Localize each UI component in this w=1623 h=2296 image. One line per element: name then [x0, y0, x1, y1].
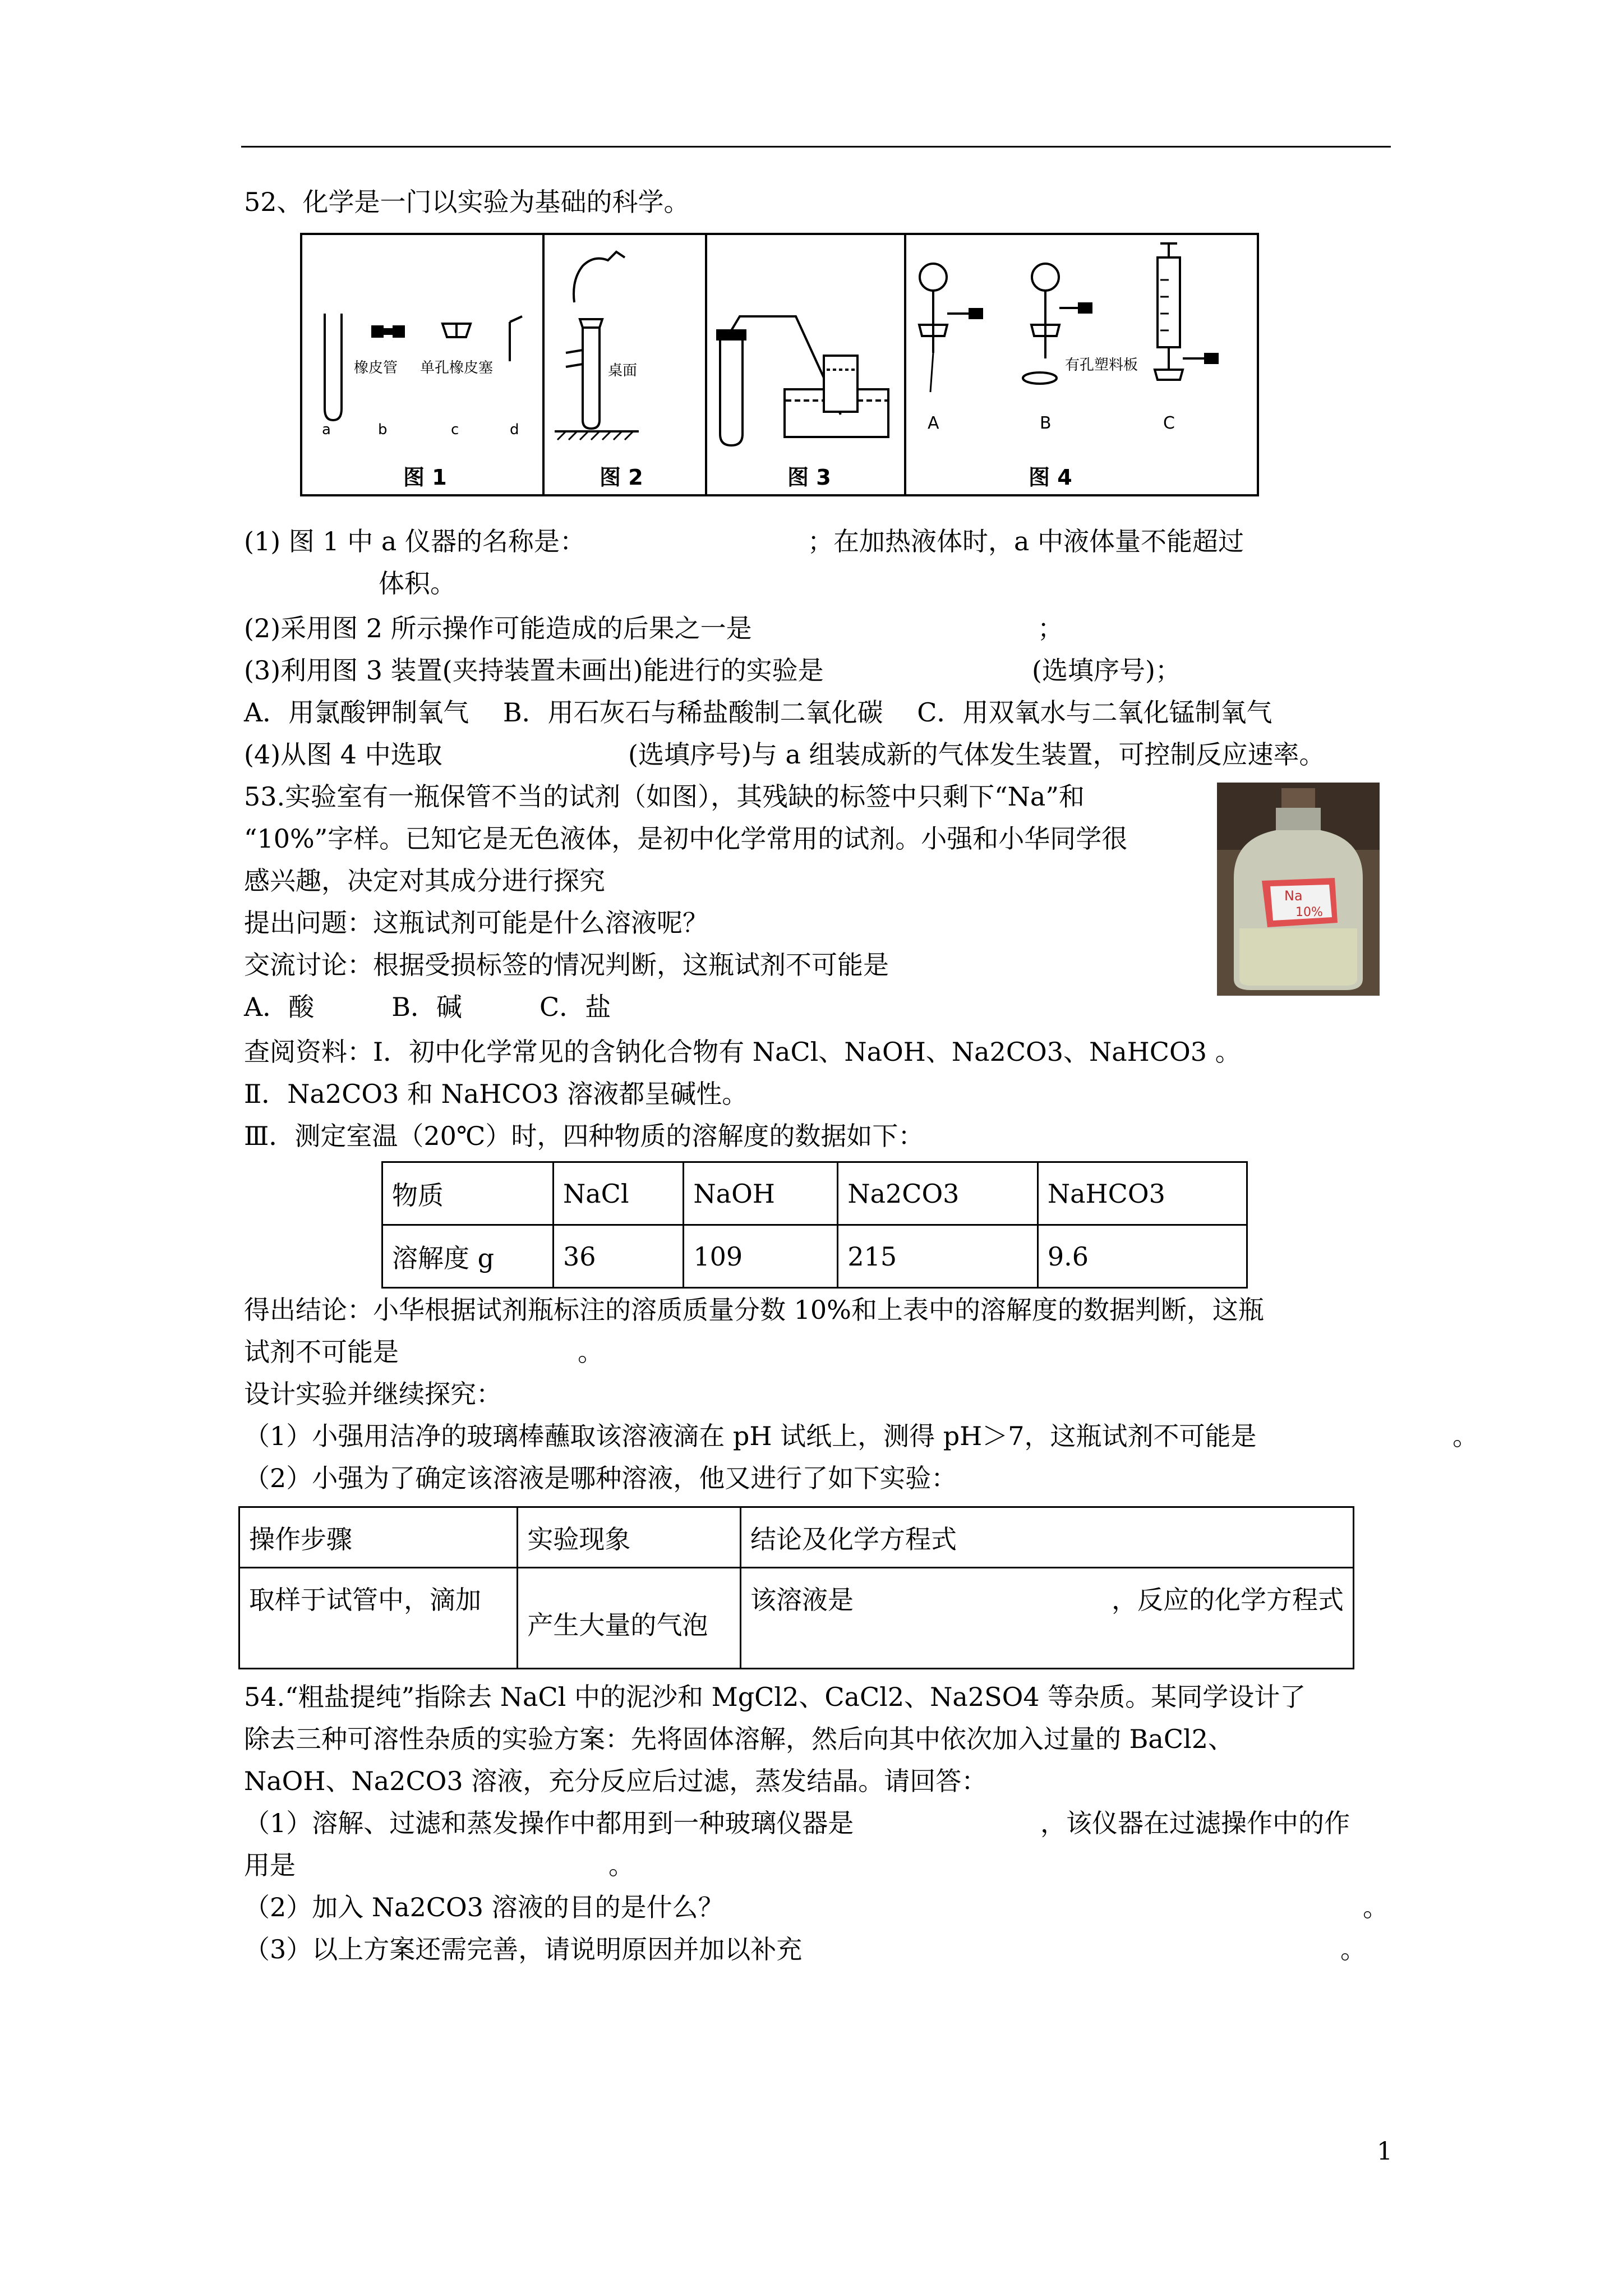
table-cell: 215: [838, 1225, 1038, 1288]
syringe-icon: [1155, 243, 1218, 380]
fig4-letter-a: A: [928, 413, 939, 433]
bottle-label-na: Na: [1284, 888, 1303, 904]
table-row: [382, 1162, 1247, 1225]
q54-intro1: 54.“粗盐提纯”指除去 NaCl 中的泥沙和 MgCl2、CaCl2、Na2SO4 等杂质。某同学设计了: [244, 1682, 1306, 1712]
q52-p2a: (2)采用图 2 所示操作可能造成的后果之一是: [244, 613, 752, 643]
q53-conclusion2b: 。: [578, 1337, 603, 1367]
fig1-caption: 图 1: [403, 465, 447, 490]
q54-q1b: ，该仪器在过滤操作中的作: [1040, 1808, 1350, 1838]
q53-ref2: Ⅱ．Na2CO3 和 NaHCO3 溶液都呈碱性。: [244, 1079, 748, 1109]
q54-q3a: （3）以上方案还需完善，请说明原因并加以补充: [244, 1934, 803, 1964]
q53-step1a: （1）小强用洁净的玻璃棒蘸取该溶液滴在 pH 试纸上，测得 pH＞7，这瓶试剂不可能是: [244, 1421, 1257, 1451]
table-row: [239, 1568, 1354, 1669]
table-cell: 9.6: [1038, 1225, 1247, 1288]
q52-p1a: (1) 图 1 中 a 仪器的名称是：: [244, 526, 585, 556]
q53-intro2: “10%”字样。已知它是无色液体，是初中化学常用的试剂。小强和小华同学很: [244, 823, 1128, 854]
table-cell: 取样于试管中，滴加: [239, 1568, 518, 1669]
bottle-label-percent: 10%: [1295, 905, 1323, 919]
q53-ref3: Ⅲ．测定室温（20℃）时，四种物质的溶解度的数据如下：: [244, 1121, 924, 1151]
rubber-tube-icon: [372, 326, 404, 337]
q53-intro1: 53.实验室有一瓶保管不当的试剂（如图），其残缺的标签中只剩下“Na”和: [244, 781, 1085, 812]
q53-discussion: 交流讨论：根据受损标签的情况判断，这瓶试剂不可能是: [244, 950, 889, 980]
q53-options: A．酸 B．碱 C．盐: [244, 992, 611, 1022]
fig1-name-b: 橡皮管: [354, 360, 398, 376]
q53-step2: （2）小强为了确定该溶液是哪种溶液，他又进行了如下实验：: [244, 1463, 957, 1493]
q53-conclusion1: 得出结论：小华根据试剂瓶标注的溶质质量分数 10%和上表中的溶解度的数据判断，这瓶: [244, 1295, 1264, 1325]
fig4-letter-b: B: [1040, 413, 1052, 433]
stopper-icon: [442, 324, 471, 337]
test-tube-icon: [325, 314, 342, 420]
q54-q2b: 。: [1363, 1892, 1389, 1922]
reagent-bottle-photo: [1217, 783, 1380, 996]
solubility-table: [381, 1161, 1248, 1289]
table-cell: NaOH: [684, 1162, 838, 1225]
q52-p3b: (选填序号)；: [1032, 655, 1181, 685]
q54-q3b: 。: [1340, 1934, 1366, 1964]
q53-question: 提出问题：这瓶试剂可能是什么溶液呢？: [244, 908, 708, 938]
desk-surface-icon: [555, 431, 639, 440]
q52-p3-options: A．用氯酸钾制氧气 B．用石灰石与稀盐酸制二氧化碳 C．用双氧水与二氧化锰制氧气: [244, 697, 1272, 728]
table-cell: 结论及化学方程式: [741, 1507, 1354, 1568]
q53-conclusion2a: 试剂不可能是: [244, 1337, 399, 1367]
table-row: [239, 1507, 1354, 1568]
gas-collection-apparatus-icon: [717, 316, 888, 445]
fig1-name-c: 单孔橡皮塞: [420, 360, 494, 376]
fig2-caption: 图 2: [600, 465, 643, 490]
q52-p1c: 体积。: [379, 568, 456, 599]
table-cell: 操作步骤: [239, 1507, 518, 1568]
table-cell: 产生大量的气泡: [518, 1568, 741, 1669]
fig4-letter-c: C: [1163, 413, 1175, 433]
table-row: [382, 1225, 1247, 1288]
q53-ref1: 查阅资料：Ⅰ．初中化学常见的含钠化合物有 NaCl、NaOH、Na2CO3、NaHCO3 。: [244, 1037, 1241, 1067]
q52-p4b: (选填序号)与 a 组装成新的气体发生装置，可控制反应速率。: [628, 739, 1325, 770]
table-cell: Na2CO3: [838, 1162, 1038, 1225]
q54-intro3: NaOH、Na2CO3 溶液，充分反应后过滤，蒸发结晶。请回答：: [244, 1766, 988, 1796]
experiment-table: [238, 1506, 1354, 1669]
table-cell: NaCl: [554, 1162, 684, 1225]
q52-p3a: (3)利用图 3 装置(夹持装置未画出)能进行的实验是: [244, 655, 824, 685]
table-cell: [741, 1568, 1354, 1669]
q52-p2b: ；: [1038, 613, 1063, 643]
q52-p1b: ；在加热液体时，a 中液体量不能超过: [808, 526, 1244, 556]
table-cell: 物质: [382, 1162, 554, 1225]
fig1-label-a: a: [322, 421, 331, 438]
table-cell: 溶解度 g: [382, 1225, 554, 1288]
separatory-funnel-a-icon: [919, 264, 982, 392]
q54-q1d: 。: [608, 1850, 634, 1880]
q54-q1a: （1）溶解、过滤和蒸发操作中都用到一种玻璃仪器是: [244, 1808, 854, 1838]
apparatus-figure: [300, 233, 1259, 496]
header-rule: [241, 146, 1391, 148]
table-cell: 109: [684, 1225, 838, 1288]
q54-q2a: （2）加入 Na2CO3 溶液的目的是什么？: [244, 1892, 724, 1922]
q54-q1c: 用是: [244, 1850, 296, 1880]
apparatus-drawing: [302, 235, 1257, 494]
q52-p4a: (4)从图 4 中选取: [244, 739, 442, 770]
q53-design: 设计实验并继续探究：: [244, 1379, 502, 1409]
table-cell: NaHCO3: [1038, 1162, 1247, 1225]
fig4-caption: 图 4: [1029, 465, 1072, 490]
fig3-caption: 图 3: [787, 465, 831, 490]
conclusion-prefix: 该溶液是: [750, 1585, 854, 1615]
q54-intro2: 除去三种可溶性杂质的实验方案：先将固体溶解，然后向其中依次加入过量的 BaCl2、: [244, 1724, 1234, 1754]
hand-pressing-stopper-icon: [566, 252, 625, 429]
page-number: 1: [1377, 2137, 1393, 2166]
fig1-label-c: c: [451, 421, 459, 438]
q52-title: 52、化学是一门以实验为基础的科学。: [244, 187, 690, 217]
fig2-label: 桌面: [608, 362, 638, 379]
q53-intro3: 感兴趣，决定对其成分进行探究: [244, 866, 605, 896]
fig1-label-b: b: [378, 421, 388, 438]
q53-step1b: 。: [1453, 1421, 1478, 1451]
fig1-label-d: d: [510, 421, 519, 438]
conclusion-suffix: ，反应的化学方程式: [1112, 1585, 1344, 1615]
table-cell: 36: [554, 1225, 684, 1288]
bent-glass-tube-icon: [510, 316, 522, 361]
table-cell: 实验现象: [518, 1507, 741, 1568]
fig4-label: 有孔塑料板: [1065, 357, 1138, 374]
